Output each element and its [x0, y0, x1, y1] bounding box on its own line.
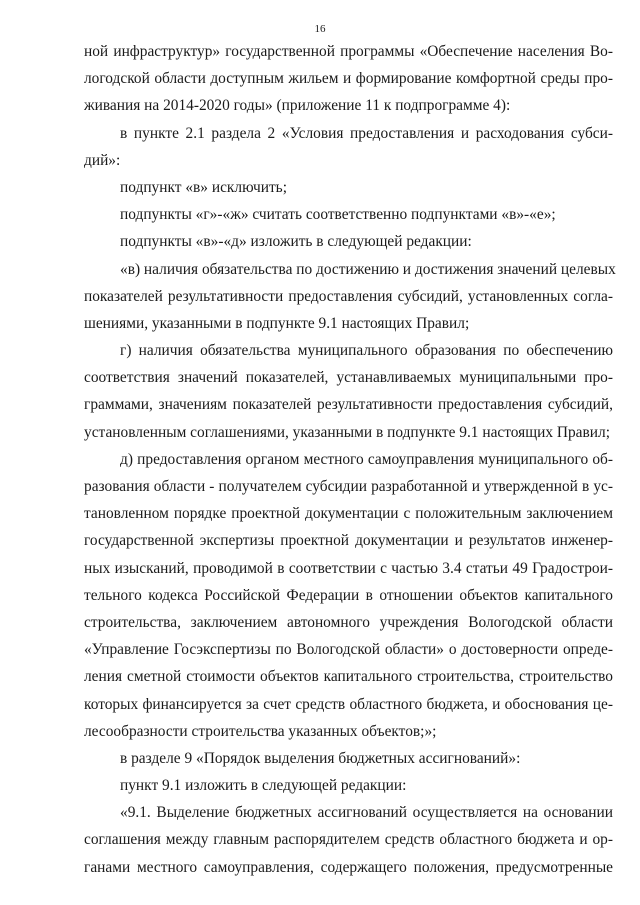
text-line: которых финансируется за счет средств областного бюджета, и обоснования це- [84, 695, 613, 713]
text-line: ления сметной стоимости объектов капитального строительства, строительство [84, 668, 613, 686]
text-line: ных изысканий, проводимой в соответствии с частью 3.4 статьи 49 Градострои- [84, 559, 613, 577]
text-line: строительства, заключением автономного учреждения Вологодской области [84, 613, 613, 631]
text-line: ной инфраструктур» государственной программы «Обеспечение населения Во- [84, 43, 613, 60]
text-line: в пункте 2.1 раздела 2 «Условия предоставления и расходования субси- [120, 124, 613, 142]
text-line: г) наличия обязательства муниципального образования по обеспечению [120, 342, 613, 360]
text-line: ганами местного самоуправления, содержащего положения, предусмотренные [84, 858, 613, 876]
text-line: лесообразности строительства указанных объектов;»; [84, 722, 437, 740]
text-line: «9.1. Выделение бюджетных ассигнований осуществляется на основании [120, 804, 613, 822]
text-line: государственной экспертизы проектной документации и результатов инженер- [84, 532, 613, 550]
text-line: в разделе 9 «Порядок выделения бюджетных ассигнований»: [120, 749, 521, 767]
text-line: установленным соглашениями, указанными в подпункте 9.1 настоящих Правил; [84, 423, 610, 441]
text-line: соответствия значений показателей, устанавливаемых муниципальными про- [84, 369, 613, 387]
text-line: тельного кодекса Российской Федерации в отношении объектов капитального [84, 586, 613, 604]
text-line: пункт 9.1 изложить в следующей редакции: [120, 777, 407, 795]
text-line: подпункт «в» исключить; [120, 178, 287, 196]
text-line: тановленном порядке проектной документации с положительным заключением [84, 505, 613, 523]
text-line: «в) наличия обязательства по достижению и достижения значений целевых [120, 260, 616, 278]
text-line: граммами, значениям показателей результативности предоставления субсидий, [84, 396, 613, 414]
text-line: «Управление Госэкспертизы по Вологодской области» о достоверности опреде- [84, 641, 613, 659]
text-line: показателей результативности предоставления субсидий, установленных согла- [84, 287, 613, 305]
page-number: 16 [314, 23, 326, 35]
text-line: подпункты «г»-«ж» считать соответственно подпунктами «в»-«е»; [120, 206, 556, 224]
text-line: разования области - получателем субсидии разработанной и утвержденной в ус- [84, 478, 613, 495]
text-line: шениями, указанными в подпункте 9.1 настоящих Правил; [84, 314, 470, 332]
text-line: д) предоставления органом местного самоуправления муниципального об- [120, 450, 613, 468]
document-body [84, 38, 616, 881]
text-line: дий»: [84, 151, 121, 169]
text-line: живания на 2014-2020 годы» (приложение 11 к подпрограмме 4): [84, 97, 511, 115]
text-line: соглашения между главным распорядителем средств областного бюджета и ор- [84, 831, 613, 849]
text-line: логодской области доступным жильем и формирование комфортной среды про- [84, 70, 613, 88]
text-line: подпункты «в»-«д» изложить в следующей редакции: [120, 233, 472, 251]
